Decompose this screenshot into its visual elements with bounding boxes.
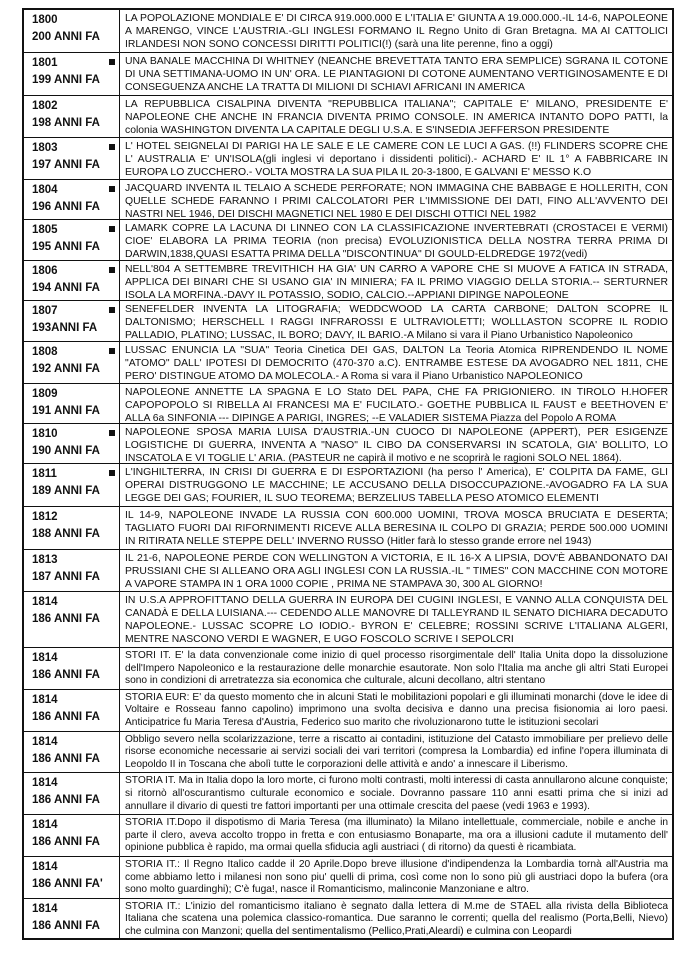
year-label: 1806 <box>32 265 58 277</box>
years-ago-label: 200 ANNI FA <box>32 31 100 43</box>
years-ago-label: 186 ANNI FA <box>32 613 100 625</box>
square-marker-icon <box>109 348 115 354</box>
event-text: LA REPUBBLICA CISALPINA DIVENTA "REPUBBLICA ITALIANA"; CAPITALE E' MILANO, PRESIDENTE E' NAPOLEONE CHE ANCHE IN FRANCIA DIVENTA PRIMO CONSOLE. IN AMERICA INTANTO DOPO PATTI, la colonia WASHINGTON DIVENTA LA CAPITALE DEGLI U.S.A. E S'INSEDIA JEFFERSON PRESIDENTE <box>125 99 668 136</box>
date-cell <box>24 384 120 423</box>
date-cell <box>24 899 120 940</box>
table-row <box>24 507 672 550</box>
years-ago-label: 195 ANNI FA <box>32 241 100 253</box>
table-row <box>24 301 672 342</box>
table-row <box>24 690 672 732</box>
year-label: 1814 <box>32 652 58 664</box>
years-ago-label: 186 ANNI FA <box>32 669 100 681</box>
table-row <box>24 732 672 774</box>
year-label: 1814 <box>32 860 58 873</box>
event-text: NAPOLEONE SPOSA MARIA LUISA D'AUSTRIA.-UN CUOCO DI NAPOLEONE (APPERT), PER ESIGENZE LOGISTICHE DI GUERRA, INVENTA A "NASO" IL CIBO DA CONSERVARSI IN SCATOLA, GIA' BOLLITO, LO INSCATOLA E VI TOGLIE L' ARIA. (PASTEUR ne capirà il motivo e ne scoprirà le ragioni SOLO NEL 1864). <box>125 427 668 463</box>
date-cell <box>24 815 120 856</box>
year-label: 1814 <box>32 693 58 706</box>
date-cell <box>24 53 120 95</box>
date-cell <box>24 342 120 383</box>
years-ago-label: 199 ANNI FA <box>32 74 100 86</box>
year-label: 1808 <box>32 346 58 358</box>
years-ago-label: 196 ANNI FA <box>32 201 100 213</box>
years-ago-label: 188 ANNI FA <box>32 528 100 540</box>
years-ago-label: 189 ANNI FA <box>32 485 100 497</box>
years-ago-label: 193ANNI FA <box>32 322 98 334</box>
event-text: STORIA IT.Dopo il dispotismo di Maria Teresa (ma illuminato) la Milano intellettuale, commerciale, nobile e anche in parte il clero, aveva accolto troppo in fretta e con entusiasmo Bonaparte, ma ora a illusioni cadute il mutamento dell' opinione pubblica è rapido, ma ormai quella sfiducia agli austriaci ( di ritorno) da questi è ricambiata. <box>125 817 668 854</box>
year-label: 1809 <box>32 388 58 400</box>
table-row <box>24 53 672 96</box>
year-label: 1814 <box>32 819 58 832</box>
year-label: 1807 <box>32 305 58 317</box>
table-row <box>24 592 672 648</box>
table-row <box>24 180 672 220</box>
years-ago-label: 190 ANNI FA <box>32 445 100 457</box>
year-label: 1802 <box>32 100 58 112</box>
year-label: 1801 <box>32 57 58 69</box>
table-row <box>24 857 672 899</box>
years-ago-label: 186 ANNI FA <box>32 752 100 765</box>
year-label: 1813 <box>32 554 58 566</box>
years-ago-label: 198 ANNI FA <box>32 117 100 129</box>
year-label: 1814 <box>32 596 58 608</box>
year-label: 1814 <box>32 902 58 915</box>
year-label: 1811 <box>32 468 57 480</box>
date-cell <box>24 96 120 137</box>
date-cell <box>24 773 120 814</box>
table-row <box>24 138 672 180</box>
date-cell <box>24 180 120 219</box>
date-cell <box>24 301 120 341</box>
years-ago-label: 191 ANNI FA <box>32 405 100 417</box>
date-cell <box>24 261 120 300</box>
event-text: STORIA EUR: E' da questo momento che in alcuni Stati le mobilitazioni popolari e gli illuminati monarchi (dove le idee di Voltaire e Rosseau fanno capolino) imprimono una svolta decisiva e danno una precisa fisionomia ai loro paesi. Anticipatrice fu Maria Teresa d'Austria, Federico suo marito che rivoluzionarono tutte le istituzioni secolari <box>125 691 668 728</box>
years-ago-label: 186 ANNI FA <box>32 710 100 723</box>
date-cell <box>24 648 120 689</box>
year-label: 1803 <box>32 142 58 154</box>
event-text: STORI IT. E' la data convenzionale come inizio di quel processo risorgimentale dell' Italia Unita dopo la dissoluzione dell'Impero Napoleonico e la restaurazione delle monarchie esautorate. Non solo l'Italia ma anche gli altri Stati Europei sono in condizioni di arretratezza sia economica che culturale, alcuni decollano, altri stentano <box>125 650 668 687</box>
year-label: 1800 <box>32 14 58 26</box>
event-text: JACQUARD INVENTA IL TELAIO A SCHEDE PERFORATE; NON IMMAGINA CHE BABBAGE E HOLLERITH, CON QUELLE SCHEDE FARANNO I PRIMI CALCOLATORI PER L'IMMISSIONE DEI DATI, FINO ALL'AVVENTO DEI NASTRI NEL 1946, DEI DISCHI MAGNETICI NEL 1980 E DEI DISCHI OTTICI NEL 1982 <box>125 183 668 219</box>
square-marker-icon <box>109 226 115 232</box>
date-cell <box>24 732 120 773</box>
event-text: UNA BANALE MACCHINA DI WHITNEY (NEANCHE BREVETTATA TANTO ERA SEMPLICE) SGRANA IL COTONE DI UNA SETTIMANA-UOMO IN UN' ORA. LE PIANTAGIONI DI COTONE AUMENTANO VERTIGINOSAMENTE E DI CONSEGUENZA ANCHE LA TRATTA DI MILIONI DI SCHIAVI AFRICANI IN AMERICA <box>125 56 668 93</box>
years-ago-label: 186 ANNI FA <box>32 836 100 849</box>
square-marker-icon <box>109 430 115 436</box>
square-marker-icon <box>109 307 115 313</box>
square-marker-icon <box>109 470 115 476</box>
year-label: 1814 <box>32 777 58 790</box>
year-label: 1804 <box>32 184 58 196</box>
chronology-table <box>22 8 674 940</box>
years-ago-label: 186 ANNI FA <box>32 794 100 807</box>
table-row <box>24 342 672 384</box>
table-row <box>24 815 672 857</box>
square-marker-icon <box>109 59 115 65</box>
table-row <box>24 648 672 690</box>
date-cell <box>24 220 120 260</box>
table-row <box>24 773 672 815</box>
event-text: L' HOTEL SEIGNELAI DI PARIGI HA LE SALE E LE CAMERE CON LE LUCI A GAS. (!!) FLINDERS SCOPRE CHE L' AUSTRALIA E' UN'ISOLA(gli inglesi vi deportano i dissidenti politici).- ACHARD E' IL 1° A FABBRICARE IN EUROPA LO ZUCCHERO.- VOLTA MOSTRA LA SUA PILA IL 20-3-1800, E GALVANI E' MESSO K.O <box>125 141 668 178</box>
years-ago-label: 187 ANNI FA <box>32 571 100 583</box>
table-row <box>24 899 672 940</box>
table-row <box>24 220 672 261</box>
date-cell <box>24 592 120 647</box>
event-text: LAMARK COPRE LA LACUNA DI LINNEO CON LA CLASSIFICAZIONE INVERTEBRATI (CROSTACEI E VERMI) CIOE' ELABORA LA PRIMA TEORIA (non precisa) EVOLUZIONISTICA DELLA NOSTRA TERRA PRIMA DI DARWIN,1838,QUASI ESATTA PRIMA DELLA "DISCONTINUA" DI GOULD-ELDREDGE 1972(vedi) <box>125 223 668 260</box>
years-ago-label: 197 ANNI FA <box>32 159 100 171</box>
year-label: 1810 <box>32 428 58 440</box>
date-cell <box>24 690 120 731</box>
event-text: IL 14-9, NAPOLEONE INVADE LA RUSSIA CON 600.000 UOMINI, TROVA MOSCA BRUCIATA E DESERTA; TAGLIATO FUORI DAI RIFORNIMENTI RICEVE ALLA BERESINA IL COLPO DI GRAZIA; PERDE 500.000 UOMINI IN RITIRATA NELLE STEPPE DELL' INVERNO RUSSO (Hitler farà lo stesso grande errore nel 1943) <box>125 510 668 547</box>
year-label: 1814 <box>32 735 58 748</box>
date-cell <box>24 550 120 591</box>
year-label: 1805 <box>32 224 58 236</box>
table-row <box>24 464 672 507</box>
event-text: STORIA IT.: Il Regno Italico cadde il 20 Aprile.Dopo breve illusione d'indipendenza la Lombardia tornà all'Austria ma come abbiamo letto i milanesi non sono piu' quelli di prima, così come non lo sono più gli austriaci dopo la bufera (ora sono molto guardinghi); C'è fuga!, nasce il Romanticismo, malinconie Manzoniane e altro. <box>125 858 668 896</box>
date-cell <box>24 507 120 549</box>
event-text: LUSSAC ENUNCIA LA "SUA" Teoria Cinetica DEI GAS, DALTON La Teoria Atomica RIPRENDENDO IL NOME "ATOMO" DALL' IPOTESI DI DEMOCRITO (470-370 a.C). ENTRAMBE ESTESE DA AVOGADRO NEL 1811, CHE PERO' DISTINGUE ATOMO DA MOLECOLA.- A Roma si vara il Piano Urbanistico NAPOLEONICO <box>125 345 668 382</box>
square-marker-icon <box>109 267 115 273</box>
event-text: NAPOLEONE ANNETTE LA SPAGNA E LO Stato DEL PAPA, CHE FA PRIGIONIERO. IN TIROLO H.HOFER CAPOPOPOLO SI RIBELLA AI FRANCESI MA E' FUCILATO.- GOETHE PUBBLICA IL FAUST e BEETHOVEN E' ALLA 6a SINFONIA --- DIPINGE A PARIGI, INGRES; --E VALADIER SISTEMA Piazza del Popolo A ROMA <box>125 387 668 423</box>
date-cell <box>24 138 120 179</box>
event-text: NELL'804 A SETTEMBRE TREVITHICH HA GIA' UN CARRO A VAPORE CHE SI MUOVE A FATICA IN STRADA, APPLICA DEI BINARI CHE SI USANO GIA' IN MINIERA; FA IL PRIMO VIAGGIO DELLA STORIA.-- SERTURNER ISOLA LA MORFINA.-DAVY IL POTASSIO, SODIO, CALCIO.--APPIANI DIPINGE NAPOLEONE <box>125 264 668 300</box>
table-row <box>24 550 672 592</box>
table-row <box>24 384 672 424</box>
event-text: STORIA IT. Ma in Italia dopo la loro morte, ci furono molti contrasti, molti interessi di casta annullarono alcune conquiste; si ritornò all'oscurantismo culturale economico e sociale. Dovranno passare 110 anni esatti prima che si inizi ad annullare il divario di questi tre fattori importanti per una ottimale crescita del paese (vedi 1963 e 1993). <box>125 775 668 812</box>
event-text: LA POPOLAZIONE MONDIALE E' DI CIRCA 919.000.000 E L'ITALIA E' GIUNTA A 19.000.000.-IL 14-6, NAPOLEONE A MARENGO, VINCE L'AUSTRIA.-GLI INGLESI FORMANO IL Regno Unito di Gran Bretagna. MA AI CATTOLICI IRLANDESI NON SONO CONCESSI DIRITTI POLITICI(!) (sarà una lite perenne, fino a oggi) <box>125 13 668 50</box>
table-row <box>24 261 672 301</box>
years-ago-label: 186 ANNI FA <box>32 919 100 932</box>
event-text: IL 21-6, NAPOLEONE PERDE CON WELLINGTON A VICTORIA, E IL 16-X A LIPSIA, DOV'È ABBANDONATO DAI PRUSSIANI CHE SI ALLEANO ORA AGLI INGLESI CON LA RUSSIA.-IL " TIMES" CON MACCHINE CON MOTORE A VAPORE STAMPA IN 1 ORA 1000 COPIE , PRIMA NE STAMPAVA 30, 300 AL GIORNO! <box>125 553 668 590</box>
date-cell <box>24 857 120 898</box>
date-cell <box>24 424 120 463</box>
table-row <box>24 424 672 464</box>
event-text: IN U.S.A APPROFITTANO DELLA GUERRA IN EUROPA DEI CUGINI INGLESI, E VANNO ALLA CONQUISTA DEL CANADÀ E DELLA LUISIANA.--- CEDENDO ALLE MANOVRE DI TALLEYRAND IL SENATO DICHIARA DECADUTO NAPOLEONE.- LUSSAC SCOPRE LO IODIO.- BYRON E' CELEBRE; ROSSINI SCRIVE L'ITALIANA ALGERI, MENTRE NASCONO VERDI E WAGNER, E UGO FOSCOLO SCRIVE I SEPOLCRI <box>125 595 668 645</box>
years-ago-label: 192 ANNI FA <box>32 363 100 375</box>
table-row <box>24 10 672 53</box>
date-cell <box>24 464 120 506</box>
event-text: Obbligo severo nella scolarizzazione, terre a riscatto ai contadini, istituzione del Catasto immobiliare per prelievo delle risorse economiche necessarie ai servizi sociali dei vari territori (compresa la Lombardia) ed infine l'opera illuminata di Leopoldo II in Toscana che abolì tutte le corporazioni delle attività e ando' a innescare il Liberismo. <box>125 733 668 770</box>
years-ago-label: 194 ANNI FA <box>32 282 100 294</box>
table-row <box>24 96 672 138</box>
event-text: L'INGHILTERRA, IN CRISI DI GUERRA E DI ESPORTAZIONI (ha perso l' America), E' COLPITA DA FAME, GLI OPERAI DISTRUGGONO LE MACCHINE; LE ACCUSANO DELLA DISOCCUPAZIONE.-AVOGADRO FA LA SUA LEGGE DEI GAS; FOURIER, IL SUO TEOREMA; BERZELIUS TABELLA PESO ATOMICO ELEMENTI <box>125 467 668 504</box>
years-ago-label: 186 ANNI FA' <box>32 877 103 890</box>
square-marker-icon <box>109 186 115 192</box>
year-label: 1812 <box>32 511 58 523</box>
event-text: STORIA IT.: L'inizio del romanticismo italiano è segnato dalla lettera di M.me de STAEL alla rivista della Biblioteca Italiana che scatena una polemica classico-romantica. Due saranno le correnti; quella del realismo (Porta,Belli, Nievo) che culmina con Manzoni; quella del sentimentalismo (Pellico,Prati,Aleardi) e culmina con Leopardi <box>125 900 668 937</box>
event-text: SENEFELDER INVENTA LA LITOGRAFIA; WEDDCWOOD LA CARTA CARBONE; DALTON SCOPRE IL DALTONISMO; HERSCHELL I RAGGI INFRAROSSI E ULTRAVIOLETTI; WOLLLASTON SCOPRE IL RODIO PALLADIO, PLATINO; LUSSAC, IL BORO; DAVY, IL BARIO.-A Milano si vara il Piano Urbanistico Napoleonico <box>125 304 668 341</box>
date-cell <box>24 10 120 52</box>
square-marker-icon <box>109 144 115 150</box>
